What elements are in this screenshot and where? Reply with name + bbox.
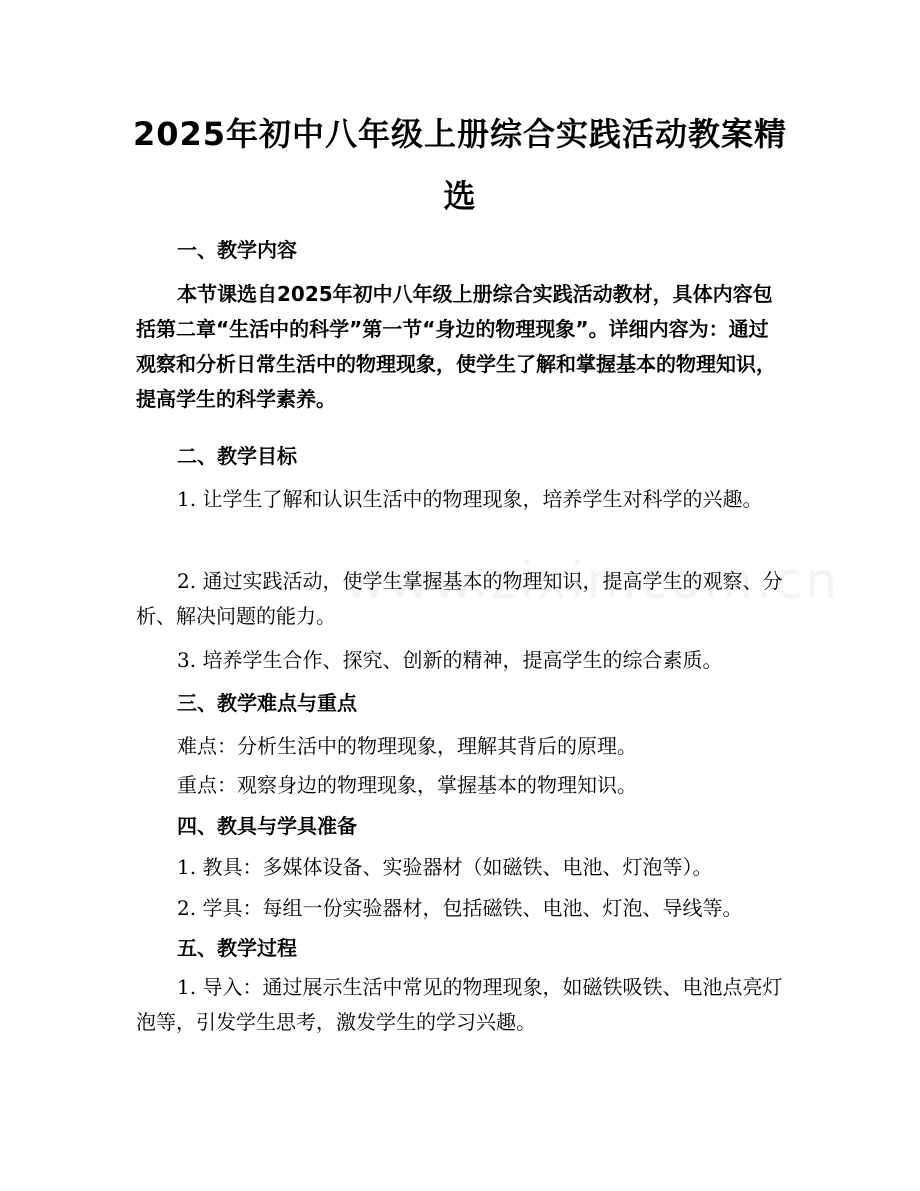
goal-item-3: 3. 培养学生合作、探究、创新的精神，提高学生的综合素质。 — [177, 648, 723, 672]
section-heading-goals: 二、教学目标 — [177, 444, 297, 468]
goal-item-2: 2. 通过实践活动，使学生掌握基本的物理知识，提高学生的观察、分析、解决问题的能力。 — [136, 569, 783, 628]
process-item-1: 1. 导入：通过展示生活中常见的物理现象，如磁铁吸铁、电池点亮灯泡等，引发学生思考，激发学生的学习兴趣。 — [136, 975, 783, 1034]
content-paragraph: 本节课选自2025年初中八年级上册综合实践活动教材，具体内容包括第二章“生活中的科学”第一节“身边的物理现象”。详细内容为：通过观察和分析日常生活中的物理现象，使学生了解和掌握基本的物理知识，提高学生的科学素养。 — [136, 282, 776, 411]
focus-text: 重点：观察身边的物理现象，掌握基本的物理知识。 — [177, 773, 637, 797]
section-heading-content: 一、教学内容 — [177, 238, 297, 262]
goal-item-1: 1. 让学生了解和认识生活中的物理现象，培养学生对科学的兴趣。 — [177, 487, 763, 511]
section-heading-materials: 四、教具与学具准备 — [177, 814, 357, 838]
document-title: 2025年初中八年级上册综合实践活动教案精选 — [132, 115, 788, 215]
section-heading-process: 五、教学过程 — [177, 936, 297, 960]
difficulty-text: 难点：分析生活中的物理现象，理解其背后的原理。 — [177, 734, 637, 758]
material-item-1: 1. 教具：多媒体设备、实验器材（如磁铁、电池、灯泡等）。 — [177, 855, 713, 879]
section-heading-key-points: 三、教学难点与重点 — [177, 691, 357, 715]
material-item-2: 2. 学具：每组一份实验器材，包括磁铁、电池、灯泡、导线等。 — [177, 896, 743, 920]
